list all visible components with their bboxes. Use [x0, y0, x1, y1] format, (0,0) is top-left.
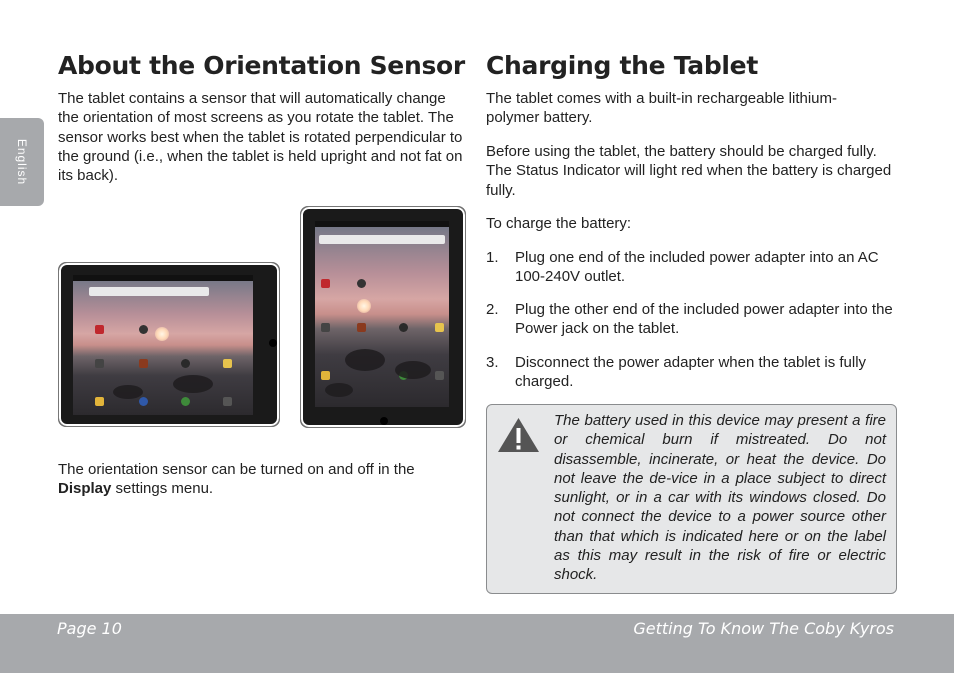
charging-p2: Before using the tablet, the battery should be charged fully. The Status Indicator will light red when the battery is charged fully. [486, 143, 892, 199]
language-tab [0, 118, 44, 206]
step-text: Plug one end of the included power adapter into an AC 100-240V outlet. [515, 249, 879, 286]
warning-triangle-icon [497, 417, 540, 453]
orientation-sensor-heading: About the Orientation Sensor [58, 51, 465, 80]
battery-warning-text: The battery used in this device may present a fire or chemical burn if mistreated. Do not disassemble, incinerate, or heat the device. Do not leave the de-vice in a place subject to direct sunlight, or in a car with its windows closed. Do not connect the device to a power source other than that which is indicated here or on the label as this may result in the risk of fire or electric shock. [554, 412, 886, 584]
orientation-outro-prefix: The orientation sensor can be turned on and off in the [58, 461, 415, 478]
page-number: Page 10 [57, 619, 122, 638]
charging-p3: To charge the battery: [486, 215, 632, 232]
step-number: 2. [486, 301, 499, 318]
tablet-landscape-screen [73, 275, 253, 415]
step-text: Plug the other end of the included power adapter into the Power jack on the tablet. [515, 301, 893, 338]
tablet-portrait-image [300, 206, 466, 428]
display-menu-label: Display [58, 480, 112, 498]
orientation-outro [58, 460, 464, 499]
step-text: Disconnect the power adapter when the tablet is fully charged. [515, 354, 867, 391]
orientation-outro-suffix: settings menu. [111, 480, 214, 498]
charging-p1: The tablet comes with a built-in rechargeable lithium-polymer battery. [486, 90, 837, 127]
page-footer [0, 614, 954, 673]
step-number: 3. [486, 354, 499, 371]
charging-heading: Charging the Tablet [486, 51, 758, 80]
language-tab-label: English [15, 138, 30, 186]
orientation-intro: The tablet contains a sensor that will automatically change the orientation of most screens as you rotate the tablet. The sensor works best when the tablet is rotated perpendicular to the ground (i.e., when the tablet is held upright and not fat on its back). [58, 90, 463, 185]
tablet-landscape-image [58, 262, 280, 427]
home-button-icon [380, 417, 388, 425]
tablet-portrait-screen [315, 221, 449, 407]
step-number: 1. [486, 249, 499, 266]
footer-section-title: Getting To Know The Coby Kyros [633, 619, 894, 638]
home-button-icon [269, 339, 277, 347]
